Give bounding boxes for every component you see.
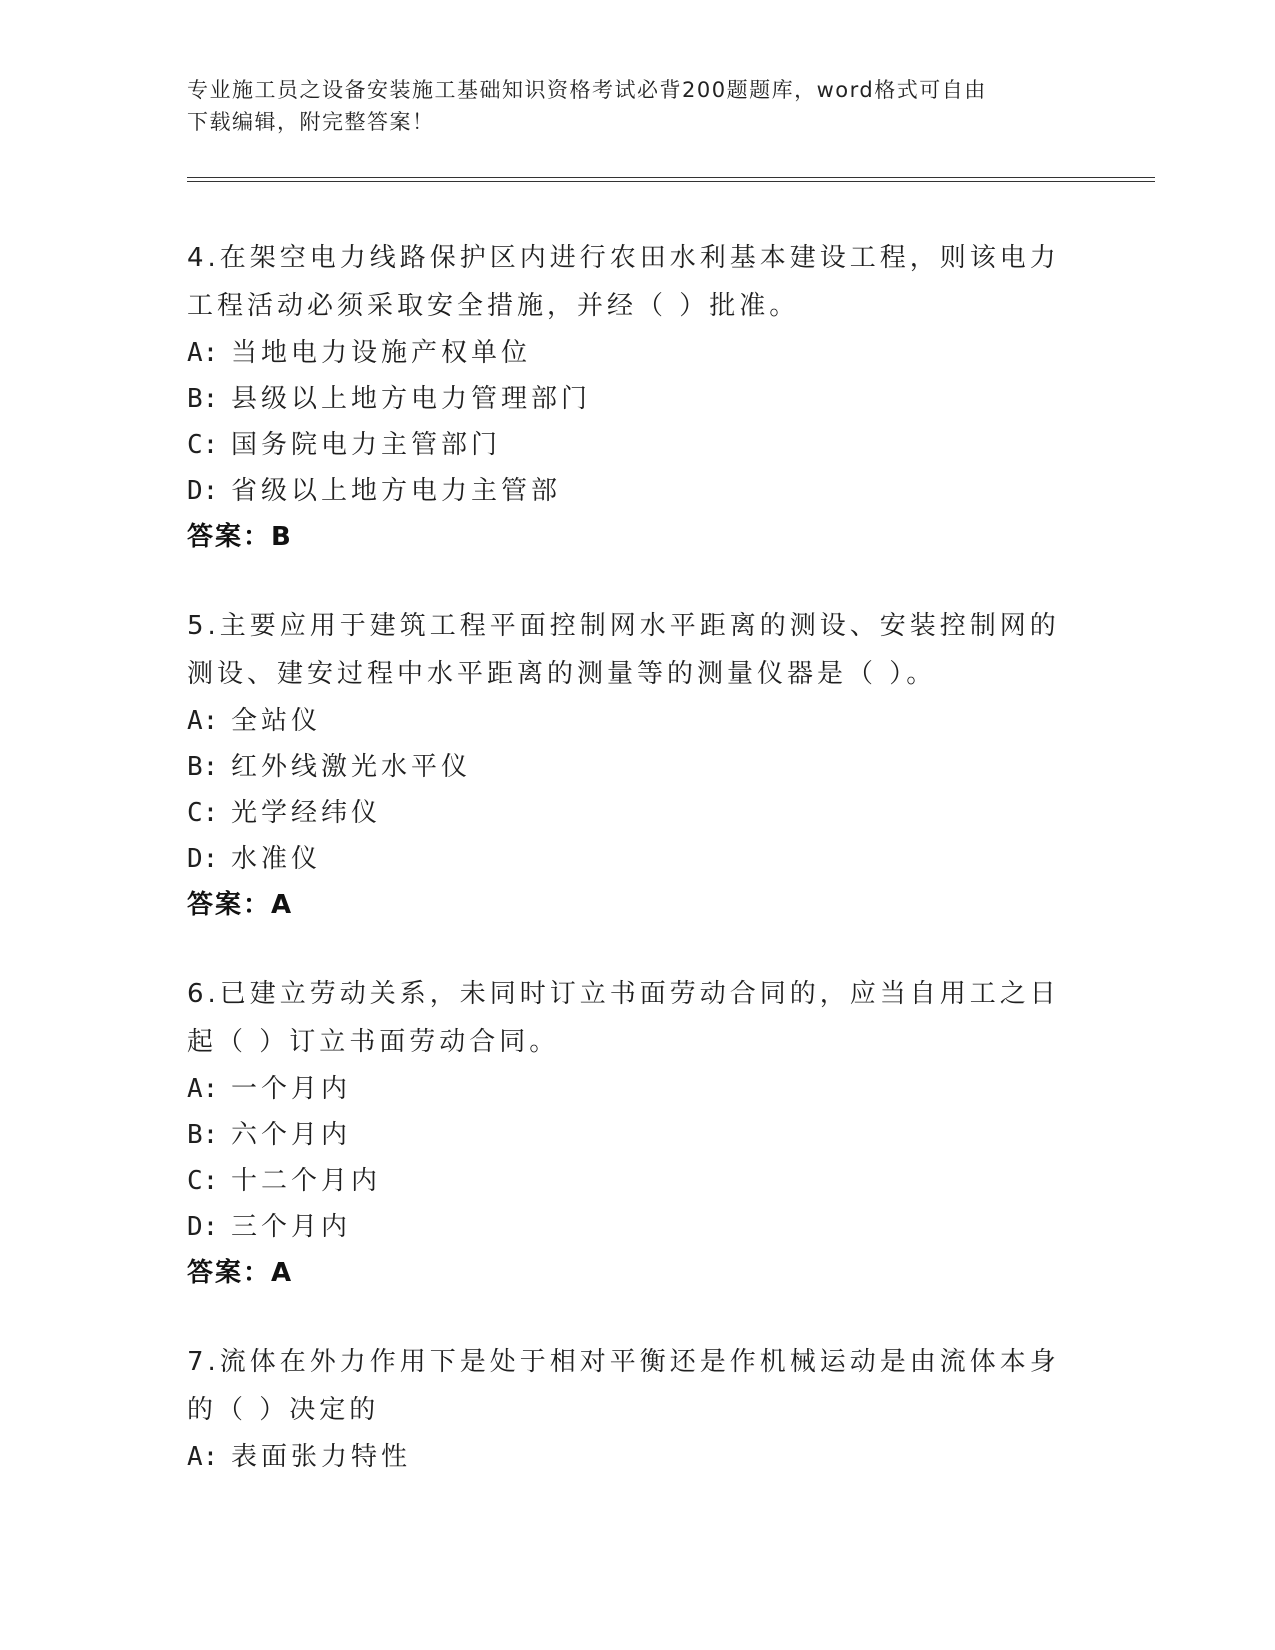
question-list: [187, 234, 1067, 1522]
option-text: 当地电力设施产权单位: [231, 338, 532, 368]
option-c: [187, 1158, 1067, 1204]
question-6: [187, 970, 1067, 1296]
question-text: 7.流体在外力作用下是处于相对平衡还是作机械运动是由流体本身的（ ）决定的: [187, 1347, 1060, 1425]
option-text: 一个月内: [231, 1074, 352, 1104]
option-a: [187, 698, 1067, 744]
option-text: 省级以上地方电力主管部: [231, 476, 562, 506]
option-c: [187, 790, 1067, 836]
option-letter: B:: [187, 384, 219, 414]
header-divider: [187, 177, 1155, 182]
option-b: [187, 744, 1067, 790]
question-text: 5.主要应用于建筑工程平面控制网水平距离的测设、安装控制网的测设、建安过程中水平距离的测量等的测量仪器是（ ）。: [187, 611, 1060, 689]
question-text: 4.在架空电力线路保护区内进行农田水利基本建设工程，则该电力工程活动必须采取安全措施，并经（ ）批准。: [187, 243, 1060, 321]
option-text: 光学经纬仪: [231, 798, 382, 828]
option-letter: C:: [187, 798, 219, 828]
option-d: [187, 468, 1067, 514]
answer-line: 答案：A: [187, 1258, 294, 1288]
option-text: 全站仪: [231, 706, 322, 736]
option-b: [187, 376, 1067, 422]
option-d: [187, 1204, 1067, 1250]
option-b: [187, 1112, 1067, 1158]
header-line-1: 专业施工员之设备安装施工基础知识资格考试必背200题题库，word格式可自由: [187, 78, 987, 102]
answer-line: 答案：B: [187, 522, 293, 552]
header-line-2: 下载编辑，附完整答案！: [187, 110, 435, 134]
option-letter: A:: [187, 1442, 219, 1472]
option-letter: D:: [187, 844, 219, 874]
option-a: [187, 1434, 1067, 1480]
option-c: [187, 422, 1067, 468]
question-7: [187, 1338, 1067, 1480]
option-a: [187, 1066, 1067, 1112]
option-text: 十二个月内: [231, 1166, 382, 1196]
option-d: [187, 836, 1067, 882]
option-text: 国务院电力主管部门: [231, 430, 502, 460]
option-text: 表面张力特性: [231, 1442, 412, 1472]
option-letter: B:: [187, 752, 219, 782]
option-text: 六个月内: [231, 1120, 352, 1150]
document-header: [187, 74, 1067, 138]
option-letter: A:: [187, 338, 219, 368]
question-text: 6.已建立劳动关系，未同时订立书面劳动合同的，应当自用工之日起（ ）订立书面劳动合同。: [187, 979, 1060, 1057]
option-text: 县级以上地方电力管理部门: [231, 384, 592, 414]
question-4: [187, 234, 1067, 560]
option-letter: A:: [187, 1074, 219, 1104]
option-letter: A:: [187, 706, 219, 736]
option-text: 三个月内: [231, 1212, 352, 1242]
question-5: [187, 602, 1067, 928]
option-letter: B:: [187, 1120, 219, 1150]
option-letter: C:: [187, 430, 219, 460]
answer-line: 答案：A: [187, 890, 294, 920]
option-text: 红外线激光水平仪: [231, 752, 472, 782]
option-letter: D:: [187, 476, 219, 506]
option-letter: D:: [187, 1212, 219, 1242]
option-a: [187, 330, 1067, 376]
option-letter: C:: [187, 1166, 219, 1196]
option-text: 水准仪: [231, 844, 322, 874]
